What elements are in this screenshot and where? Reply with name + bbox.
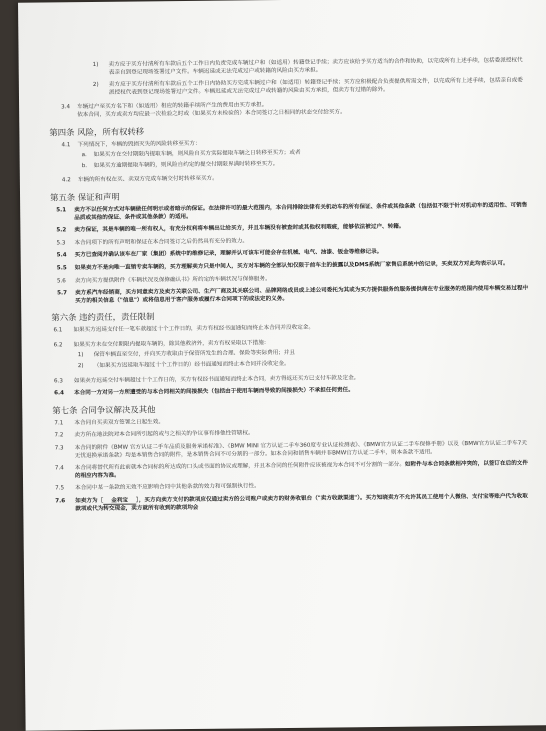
clause-4-1: 4.1 下列情况下，车辆的毁损灭失的风险转移至买方：: [61, 140, 201, 148]
clause-5-4: 5.4 买方已查阅并确认该车在厂家（集团）系统中的维修记录，理解并认可该车可能会存在机械、电气、油漆、钣金等维修记录。: [56, 249, 383, 259]
clause-6-4: 6.4 本合同一方对另一方所遭受的与本合同相关的间接损失（包括由于使用车辆而导致的间接损失）不承担任何责任。: [54, 387, 354, 397]
clause-6-1: 6.1 如果买方迟延支付任一笔车款超过十个工作日的，卖方有权经书面通知而终止本合同并没收定金。: [53, 324, 315, 334]
clause-7-4-bold: 如附件与本合同条款相冲突的，以签订在后的文件的相应内容为准。: [74, 460, 529, 480]
clause-3-3-2: 2) 卖方应于买方付清所有车款后五个工作日内协助买方完成车辆过户和（如适用）转籍登记手续；买方应积极配合负责提供所需文件，以完成所有上述手续，包括亲自或委派授权代表到登记现场签署过户文件。车辆迟延或无法完成过户或转籍的风险由买方承担，但卖方有过错的除外。: [92, 77, 523, 96]
clause-6-3: 6.3 如果卖方迟延交付车辆超过十个工作日的，买方有权经书面通知而终止本合同，卖方得返还买方已支付车款及定金。: [53, 374, 360, 385]
clause-7-4: 7.4 本合同将替代所有此前就本合同标的所达成的口头或书面的协议或理解，并且本合同的任何附件应该被视为本合同不可分割的一部分。如附件与本合同条款相冲突的，以签订在后的文件的相应内容为准。: [54, 460, 529, 480]
clause-4-2: 4.2 车辆的所有权在买、卖双方完成车辆交付时转移至买方。: [61, 176, 218, 184]
clause-5-3: 5.3 本合同项下的所有声明和保证在本合同签订之后仍然具有充分的效力。: [56, 238, 248, 247]
section-4-heading: 第四条 风险，所有权转移: [49, 126, 145, 138]
section-5-heading: 第五条 保证和声明: [50, 191, 120, 203]
clause-5-6: 5.6 卖方向买方提供附件《车辆状况及保修确认书》所约定的车辆状况与保修服务。: [56, 275, 271, 284]
clause-5-1: 5.1 卖方不以任何方式对车辆做任何明示或者暗示的保证。在法律许可的最大范围内，本合同排除法律有关机动车的所有保证、条件或其他条款（包括但不限于针对机动车的适用性、可销售品质或其他的保证、条件或其他条款）的适用。: [56, 202, 528, 221]
clause-5-2: 5.2 卖方保证，其是车辆的唯一所有权人，有充分权利将车辆出让给买方，并且车辆没有被查封或其他权利瑕疵，能够依法被过户、转籍。: [56, 223, 405, 234]
clause-3-4: 3.4 车辆过户至买方名下和（如适用）相应的转籍手续所产生的费用由买方承担。: [61, 102, 268, 111]
clause-3-3-1: 1) 卖方应于买方付清所有车款后五个工作日内负责完成车辆过户和（如适用）转籍登记手续；卖方应该给予买方适当的合作和协助，以完成所有上述手续，包括委派授权代表亲自到登记现场签署过户文件。车辆迟延或无法完成过户或转籍的风险由买方承担。: [92, 57, 523, 76]
clause-3-4-cont: 依本合同，买方或卖方均应最一次检验之时或（如果买方未检验的）本合同签订之日相同的状态交付给买方。: [77, 109, 346, 119]
contract-body: [49, 57, 532, 513]
section-7-heading: 第七条 合同争议解决及其他: [52, 404, 156, 416]
clause-7-5: 7.5 本合同中某一条款的无效不应影响合同中其他条款的效力和可强制执行性。: [55, 483, 260, 492]
seller-name-field: 金利宝: [103, 498, 136, 505]
section-6-heading: 第六条 违约责任，责任限制: [51, 311, 155, 323]
clause-5-5: 5.5 如果卖方不是向唯一直销专卖车辆的，买方理解卖方只是中间人，买方对车辆的全部认知仅限于前车主的披露以及DMS系统厂家售后系统中的记录，买卖双方对此均表示认可。: [56, 260, 509, 272]
clause-7-2: 7.2 卖方所在地法院对本合同所引起的或与之相关的争议事有排他性管辖权。: [54, 430, 254, 439]
clause-7-3: 7.3 本合同的附件《BMW 官方认证二手车品质及服务承诺标准》、《BMW MINI 官方认证二手车360度专业认证检测表》、《BMW官方认证二手车保修手册》以及《BMW官方认证二手车7天无忧退换承诺条款》均是本销售合同的附件，是本销售合同不可分割的一部分。如本合同和销售车辆并非BMW官方认证二手车，则本条款不适用。: [54, 440, 527, 459]
document-page: [18, 0, 546, 731]
clause-7-1: 7.1 本合同自买卖双方签署之日起生效。: [54, 419, 164, 427]
clause-4-1-b: b. 如果买方逾期提取车辆的，则风险自约定的提交付期限界满时转移至买方。: [81, 160, 279, 169]
clause-4-1-a: a. 如果买方在交付期限内提取车辆，则风险自买方实际提取车辆之日转移至买方；或者: [81, 149, 301, 159]
clause-5-7: 5.7 卖方系汽车经销商，买方同意卖方及卖方关联公司、生产厂商及其关联公司、品牌网络成员或上述公司委托为其或为买方提供服务的服务提供商在专业服务的范围内使用车辆交易过程中买方的相关信息（"信息"）或将信息用于客户服务或履行本合同项下的或法定的义务。: [57, 285, 529, 304]
clause-6-2: 6.2 如果买方未在交付期限内提取车辆的，除其他救济外，卖方有权采取以下措施：: [53, 340, 270, 349]
clause-7-6: 7.6 如卖方为［ 金利宝 ］，买方向卖方支付的款项应仅通过卖方的公司账户或卖方的财务收银台（"卖方收款渠道"）。买方知晓卖方不允许其员工使用个人微信、支付宝等账户代为收取款项或代为转交现金，卖方就所有收到的款项均会: [55, 493, 528, 512]
clause-6-2-1: 1) 保管车辆直至交付，并向买方收取由于保管所发生的合理、保险等实际费用；并且: [77, 350, 296, 359]
clause-6-2-2: 2) （如果买方迟延取车超过十个工作日的）经书面通知而终止本合同并没收定金。: [77, 361, 290, 370]
